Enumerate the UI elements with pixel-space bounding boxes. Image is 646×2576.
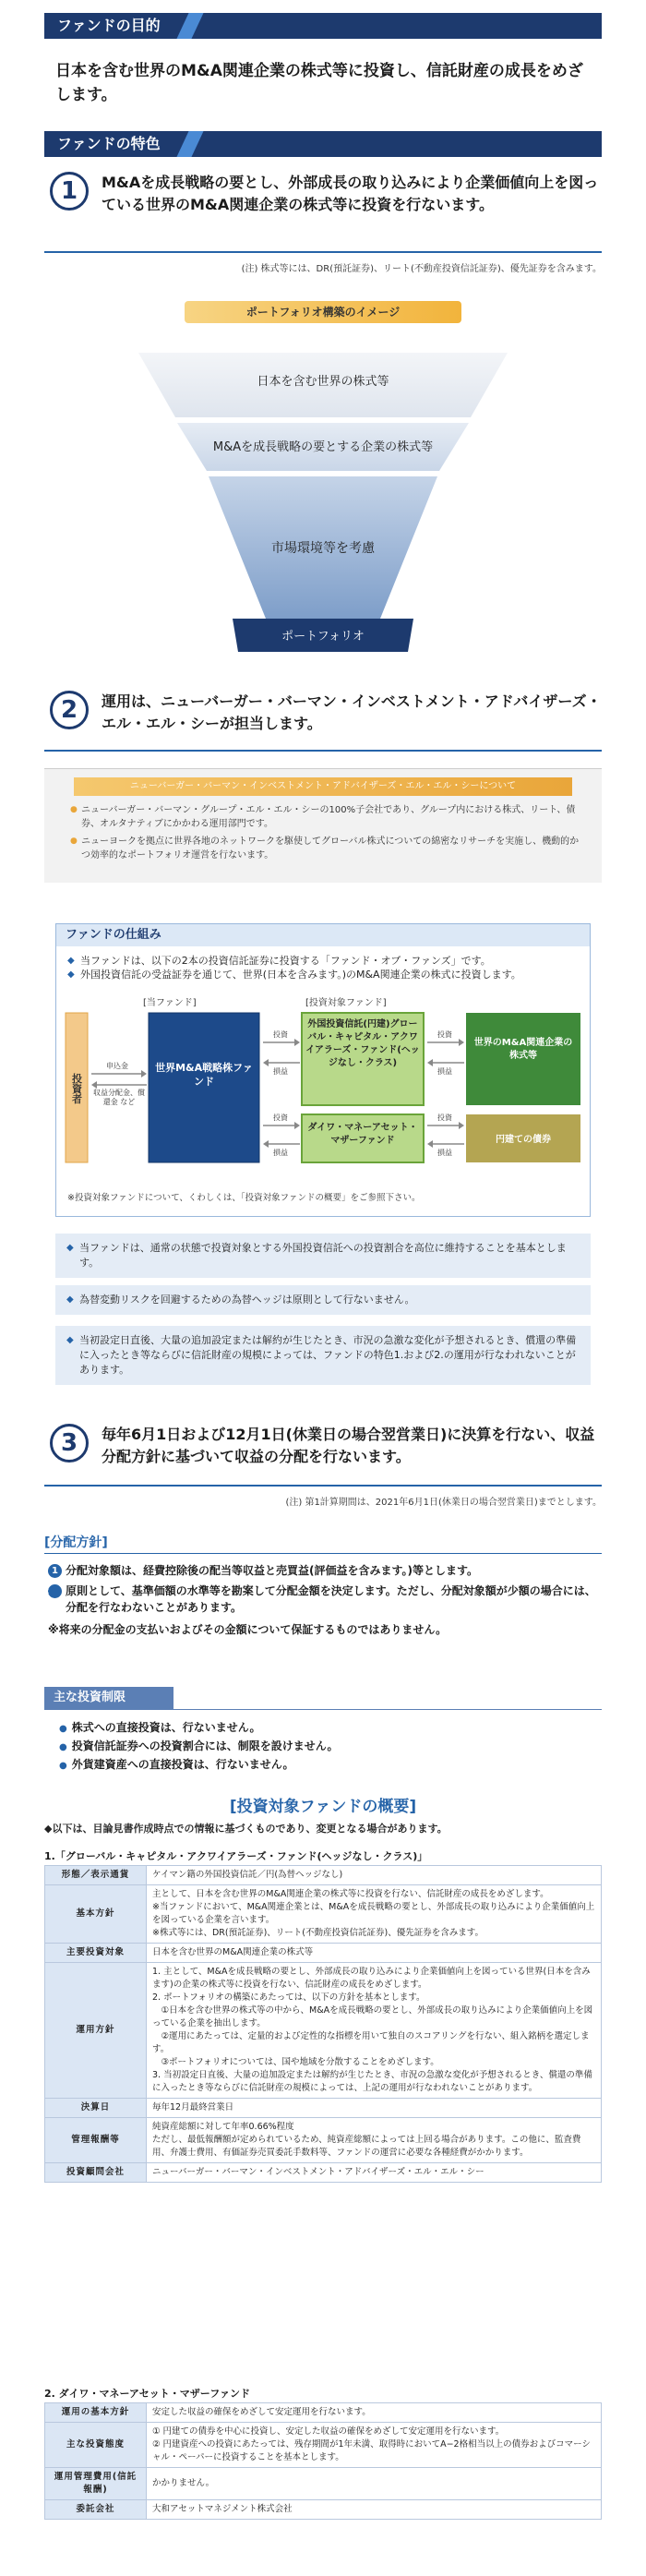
- policy-item-2: [42, 1583, 602, 1616]
- table-key-cell: 主要投資対象: [45, 1944, 147, 1963]
- table-key-cell: 投資顧問会社: [45, 2163, 147, 2183]
- funnel-layer-3-label: 市場環境等を考慮: [271, 541, 375, 556]
- limit-item: ● 投資信託証券への投資割合には、制限を設けません。: [59, 1738, 338, 1756]
- table-key-cell: 運用管理費用(信託報酬): [45, 2468, 147, 2500]
- policy-item-1: [48, 1562, 602, 1579]
- table-value-cell: かかりません。: [147, 2468, 602, 2500]
- features-heading: [44, 131, 602, 157]
- fund-1-table: [44, 1865, 602, 2183]
- apply-label: 申込金: [106, 1062, 128, 1070]
- table-key-cell: 運用の基本方針: [45, 2403, 147, 2423]
- feature-3: [44, 1424, 602, 1468]
- table-value-cell: 主として、日本を含む世界のM&A関連企業の株式等に投資を行ない、信託財産の成長をめざします。 ※当ファンドにおいて、M&A関連企業とは、M&Aを成長戦略の要とし、外部成長の取り込みにより企業価値向上を図っている企業を言います。 ※株式等には、DR(預託証券)、リート(不動産投資信託証券)、優先証券を含みます。: [147, 1885, 602, 1944]
- table-value-cell: ① 円建ての債券を中心に投資し、安定した収益の確保をめざして安定運用を行ないます。 ② 円建資産への投資にあたっては、残存期間が1年未満、取得時においてA−2格相当以上の債券およびコマーシャル・ペーパーに投資することを基本とします。: [147, 2423, 602, 2468]
- feature-2: [44, 691, 602, 735]
- manager-info-list: [70, 803, 587, 862]
- mechanism-bullets: [67, 954, 580, 981]
- mechanism-bullet: ◆ 外国投資信託の受益証券を通じて、世界(日本を含みます。)のM&A関連企業の株式に投資します。: [67, 968, 580, 981]
- fund-1-label: 1.「グローバル・キャピタル・アクワイアラーズ・ファンド(ヘッジなし・クラス)」: [44, 1850, 428, 1862]
- funnel-title: ポートフォリオ構築のイメージ: [185, 301, 461, 323]
- table-row: [45, 2118, 602, 2163]
- overview-note: ◆以下は、目論見書作成時点での情報に基づくものであり、変更となる場合があります。: [44, 1823, 448, 1835]
- target-fund-1-label: 外国投資信託(円建)グローバル・キャピタル・アクワイアラーズ・ファンド(ヘッジなし・クラス): [305, 1019, 420, 1068]
- table-key-cell: 委託会社: [45, 2500, 147, 2520]
- feature-number: 2: [50, 691, 89, 729]
- dest-1-label: 世界のM&A関連企業の株式等: [473, 1038, 573, 1061]
- gains-arrowhead-1: [263, 1059, 269, 1066]
- invest-label-1: 投資: [273, 1030, 288, 1039]
- feature-1: [44, 172, 602, 216]
- table-row: [45, 1944, 602, 1963]
- policy-number: 1: [48, 1564, 62, 1578]
- gains-label-1: 損益: [273, 1067, 288, 1076]
- mechanism-note: ※投資対象ファンドについて、くわしくは、「投資対象ファンドの概要」をご参照下さい。: [67, 1193, 421, 1203]
- table-row: [45, 1885, 602, 1944]
- invest-label-4: 投資: [437, 1113, 452, 1122]
- divider: [44, 251, 602, 253]
- divider: [44, 750, 602, 752]
- funnel-layer-1-label: 日本を含む世界の株式等: [257, 375, 389, 389]
- table-value-cell: 1. 主として、M&Aを成長戦略の要とし、外部成長の取り込みにより企業価値向上を図っている世界(日本を含みます)の企業の株式等に投資を行ない、信託財産の成長をめざします。 2. ポートフォリオの構築にあたっては、以下の方針を基本とします。 ①日本を含む世界の株式等の中から、M&Aを成長戦略の要とし、外部成長の取り込みにより企業価値向上を図っている企業を抽出します。 ②運用にあたっては、定量的および定性的な指標を用いて独自のスコアリングを行ない、組入銘柄を選定します。 ③ポートフォリオについては、国や地域を分散することをめざします。 3. 当初設定日直後、大量の追加設定または解約が生じたとき、市況の急激な変化が予想されるとき、償還の準備に入ったとき等ならびに信託財産の規模によっては、上記の運用が行なわれないことがあります。: [147, 1963, 602, 2099]
- fund-mechanism-title: ファンドの仕組み: [56, 924, 590, 946]
- table-value-cell: ケイマン籍の外国投資信託／円(為替ヘッジなし): [147, 1866, 602, 1885]
- mechanism-bullet: ◆ 当ファンドは、以下の2本の投資信託証券に投資する「ファンド・オブ・ファンズ」です。: [67, 954, 580, 968]
- invest-arrowhead-4: [459, 1122, 464, 1129]
- table-key-cell: 形態／表示通貨: [45, 1866, 147, 1885]
- table-key-cell: 運用方針: [45, 1963, 147, 2099]
- invest-arrowhead-2: [294, 1122, 300, 1129]
- dest-2-label: 円建ての債券: [496, 1135, 551, 1145]
- overview-title: [投資対象ファンドの概要]: [229, 1798, 417, 1816]
- table-row: [45, 2423, 602, 2468]
- fund-2-table: [44, 2402, 602, 2520]
- banner-accent: [176, 131, 203, 157]
- banner-accent: [176, 13, 203, 39]
- fund-2-label: 2. ダイワ・マネーアセット・マザーファンド: [44, 2388, 251, 2400]
- table-row: [45, 1963, 602, 2099]
- funnel-layer-2-label: M&Aを成長戦略の要とする企業の株式等: [212, 440, 434, 454]
- limit-item: ● 外貨建資産への直接投資は、行ないません。: [59, 1756, 293, 1775]
- label-target-fund: [投資対象ファンド]: [305, 998, 387, 1008]
- gains-label-4: 損益: [437, 1149, 452, 1157]
- policy-heading: [分配方針]: [44, 1535, 108, 1550]
- purpose-text: 日本を含む世界のM&A関連企業の株式等に投資し、信託財産の成長をめざします。: [55, 62, 583, 104]
- table-value-cell: 毎年12月最終営業日: [147, 2099, 602, 2118]
- feature-3-note: (注) 第1計算期間は、2021年6月1日(休業日の場合翌営業日)までとします。: [285, 1498, 602, 1508]
- investor-label: 投資者: [70, 1073, 83, 1104]
- limits-heading: 主な投資制限: [44, 1687, 173, 1709]
- funnel-diagram: [129, 332, 517, 665]
- info-box-2: ◆ 為替変動リスクを回避するための為替ヘッジは原則として行ないません。: [55, 1285, 591, 1315]
- table-row: [45, 1866, 602, 1885]
- features-heading-text: ファンドの特色: [57, 135, 161, 152]
- gains-arrowhead-4: [427, 1140, 433, 1148]
- info-box-1: ◆ 当ファンドは、通常の状態で投資対象とする外国投資信託への投資割合を高位に維持することを基本とします。: [55, 1234, 591, 1278]
- feature-text: M&Aを成長戦略の要とし、外部成長の取り込みにより企業価値向上を図っている世界のM&A関連企業の株式等に投資を行ないます。: [102, 174, 599, 213]
- target-fund-2-label: ダイワ・マネーアセット・マザーファンド: [307, 1123, 418, 1146]
- gains-label-3: 損益: [437, 1067, 452, 1076]
- table-key-cell: 決算日: [45, 2099, 147, 2118]
- table-key-cell: 基本方針: [45, 1885, 147, 1944]
- invest-arrowhead-3: [459, 1039, 464, 1046]
- table-row: [45, 2099, 602, 2118]
- table-value-cell: 純資産総額に対して年率0.66%程度 ただし、最低報酬額が定められているため、純資産総額によっては上回る場合があります。この他に、監査費用、弁護士費用、有価証券売買委託手数料等、ファンドの運営に必要な各種経費がかかります。: [147, 2118, 602, 2163]
- gains-arrowhead-2: [263, 1140, 269, 1148]
- manager-info-title: ニューバーガー・バーマン・インベストメント・アドバイザーズ・エル・エル・シーについて: [74, 777, 572, 796]
- invest-label-3: 投資: [437, 1030, 452, 1039]
- table-row: [45, 2163, 602, 2183]
- table-value-cell: 大和アセットマネジメント株式会社: [147, 2500, 602, 2520]
- table-value-cell: 日本を含む世界のM&A関連企業の株式等: [147, 1944, 602, 1963]
- gains-arrowhead-3: [427, 1059, 433, 1066]
- feature-number: 3: [50, 1424, 89, 1463]
- divider: [44, 1553, 602, 1554]
- manager-info-item: ● ニューヨークを拠点に世界各地のネットワークを駆使してグローバル株式についての綿密なリサーチを実施し、機動的かつ効率的なポートフォリオ運営を行ないます。: [70, 835, 587, 862]
- feature-text: 毎年6月1日および12月1日(休業日の場合翌営業日)に決算を行ない、収益分配方針に基づいて収益の分配を行ないます。: [102, 1426, 595, 1465]
- table-key-cell: 管理報酬等: [45, 2118, 147, 2163]
- table-value-cell: 安定した収益の確保をめざして安定運用を行ないます。: [147, 2403, 602, 2423]
- apply-arrowhead: [141, 1070, 147, 1077]
- gains-label-2: 損益: [273, 1149, 288, 1157]
- invest-arrowhead-1: [294, 1039, 300, 1046]
- invest-label-2: 投資: [273, 1113, 288, 1122]
- purpose-heading: [44, 13, 602, 39]
- info-box-3: ◆ 当初設定日直後、大量の追加設定または解約が生じたとき、市況の急激な変化が予想されるとき、償還の準備に入ったとき等ならびに信託財産の規模によっては、ファンドの特色1.および2.の運用が行なわれないことがあります。: [55, 1326, 591, 1385]
- policy-text: 原則として、基準価額の水準等を勘案して分配金額を決定します。ただし、分配対象額が少額の場合には、分配を行なわないことがあります。: [66, 1584, 596, 1614]
- policy-number: 2: [48, 1584, 62, 1598]
- feature-1-note: (注) 株式等には、DR(預託証券)、リート(不動産投資信託証券)、優先証券を含みます。: [241, 264, 602, 274]
- our-fund-label: 世界M&A戦略株ファンド: [155, 1062, 253, 1088]
- manager-info-item: ● ニューバーガー・バーマン・グループ・エル・エル・シーの100%子会社であり、グループ内における株式、リート、債券、オルタナティブにかかわる運用部門です。: [70, 803, 587, 831]
- policy-disclaimer: ※将来の分配金の支払いおよびその金額について保証するものではありません。: [48, 1623, 448, 1636]
- table-row: [45, 2500, 602, 2520]
- limit-item: ● 株式への直接投資は、行ないません。: [59, 1719, 260, 1738]
- label-our-fund: [当ファンド]: [143, 998, 197, 1008]
- returns-label: 収益分配金、償還金 など: [93, 1089, 145, 1106]
- feature-text: 運用は、ニューバーガー・バーマン・インベストメント・アドバイザーズ・エル・エル・シーが担当します。: [102, 692, 602, 732]
- table-value-cell: ニューバーガー・バーマン・インベストメント・アドバイザーズ・エル・エル・シー: [147, 2163, 602, 2183]
- purpose-heading-text: ファンドの目的: [57, 17, 161, 34]
- divider: [44, 1709, 602, 1710]
- table-row: [45, 2403, 602, 2423]
- policy-text: 分配対象額は、経費控除後の配当等収益と売買益(評価益を含みます。)等とします。: [66, 1564, 479, 1577]
- fund-mechanism-box: [55, 923, 591, 1217]
- feature-number: 1: [50, 172, 89, 211]
- table-key-cell: 主な投資態度: [45, 2423, 147, 2468]
- table-row: [45, 2468, 602, 2500]
- divider: [44, 1485, 602, 1487]
- returns-arrowhead: [91, 1081, 97, 1089]
- funnel-bottom-label: ポートフォリオ: [281, 630, 365, 644]
- fund-structure-diagram: [56, 996, 590, 1181]
